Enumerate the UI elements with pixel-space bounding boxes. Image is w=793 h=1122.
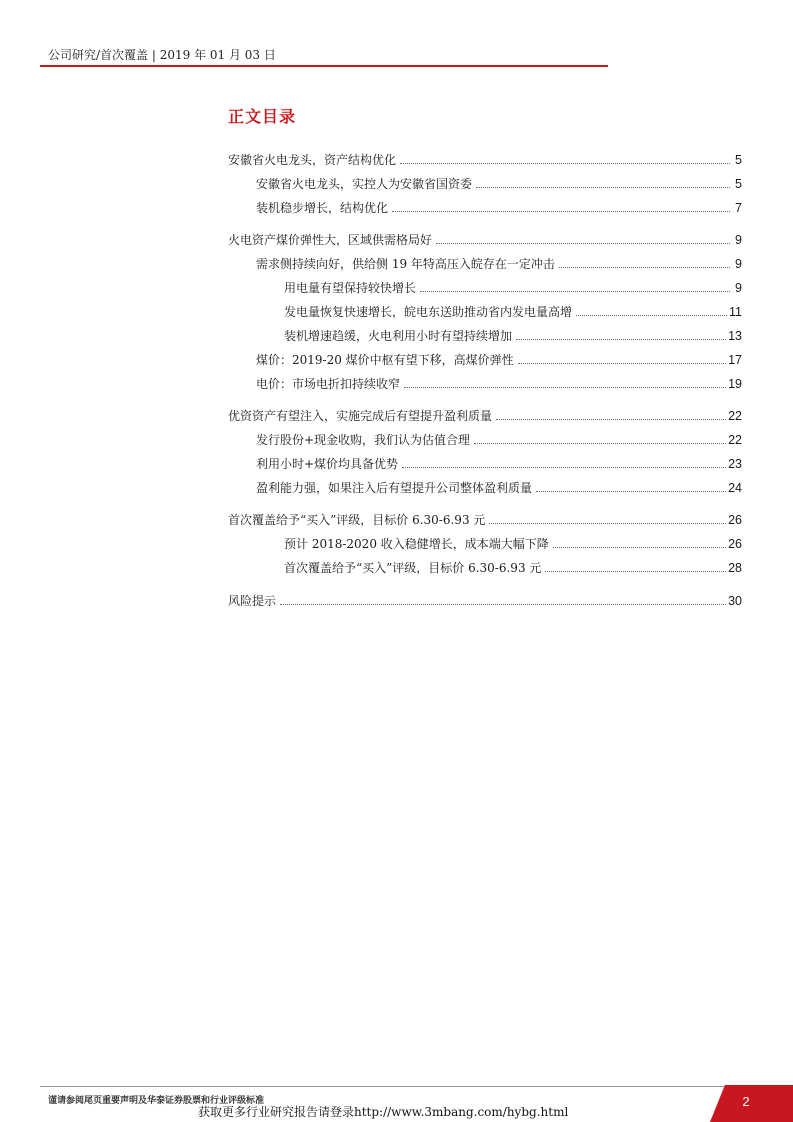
toc-entry-text: 用电量有望保持较快增长: [284, 281, 417, 295]
toc-entry-text: 煤价：2019-20 煤价中枢有望下移，高煤价弹性: [256, 353, 514, 367]
toc-leader-dots: [476, 186, 730, 188]
report-header: 公司研究/首次覆盖 | 2019 年 01 月 03 日: [48, 48, 276, 62]
toc-entry-text: 首次覆盖给予“买入”评级，目标价 6.30-6.93 元: [284, 561, 542, 575]
toc-entry[interactable]: [256, 252, 742, 272]
toc-entry[interactable]: [284, 276, 742, 296]
toc-entry-text: 电价：市场电折扣持续收窄: [256, 377, 401, 391]
toc-entry[interactable]: [284, 532, 742, 552]
toc-entry-text: 风险提示: [228, 594, 277, 608]
toc-leader-dots: [536, 490, 726, 492]
toc-entry-page: 24: [728, 481, 742, 495]
toc-entry[interactable]: [256, 348, 742, 368]
toc-entry[interactable]: [256, 452, 742, 472]
toc-entry-page: 26: [728, 513, 742, 527]
toc-entry[interactable]: [228, 508, 742, 528]
toc-leader-dots: [392, 210, 730, 212]
toc-entry[interactable]: [228, 589, 742, 609]
toc-entry-text: 盈利能力强，如果注入后有望提升公司整体盈利质量: [256, 481, 533, 495]
toc-entry-page: 9: [735, 281, 742, 295]
toc-leader-dots: [576, 314, 727, 316]
toc-entry[interactable]: [256, 372, 742, 392]
toc-entry-page: 9: [735, 257, 742, 271]
toc-entry[interactable]: [284, 300, 742, 320]
toc-entry[interactable]: [256, 476, 742, 496]
toc-entry[interactable]: [228, 148, 742, 168]
toc-entry-page: 22: [728, 433, 742, 447]
toc-leader-dots: [559, 266, 730, 268]
toc-leader-dots: [496, 418, 726, 420]
toc-entry-text: 发行股份+现金收购，我们认为估值合理: [256, 433, 471, 447]
toc-title: 正文目录: [228, 107, 297, 126]
toc-leader-dots: [402, 466, 726, 468]
toc-leader-dots: [489, 522, 726, 524]
toc-leader-dots: [404, 386, 726, 388]
toc-entry[interactable]: [284, 556, 742, 576]
toc-leader-dots: [553, 546, 726, 548]
toc-entry-text: 预计 2018-2020 收入稳健增长，成本端大幅下降: [284, 537, 549, 551]
toc-entry-page: 13: [728, 329, 742, 343]
footer-disclaimer: 谨请参阅尾页重要声明及华泰证券股票和行业评级标准: [48, 1096, 265, 1106]
toc-entry-page: 28: [728, 561, 742, 575]
toc-entry-text: 发电量恢复快速增长，皖电东送助推动省内发电量高增: [284, 305, 573, 319]
toc-entry-page: 17: [728, 353, 742, 367]
toc-entry-text: 利用小时+煤价均具备优势: [256, 457, 399, 471]
toc-leader-dots: [474, 442, 726, 444]
toc-entry[interactable]: [228, 404, 742, 424]
toc-entry-page: 11: [729, 305, 742, 319]
toc-entry[interactable]: [284, 324, 742, 344]
toc-entry[interactable]: [256, 196, 742, 216]
toc-entry-page: 5: [735, 153, 742, 167]
page-number: 2: [742, 1094, 750, 1109]
toc-entry-page: 9: [735, 233, 742, 247]
toc-entry-text: 优资资产有望注入，实施完成后有望提升盈利质量: [228, 409, 493, 423]
toc-leader-dots: [400, 162, 730, 164]
toc-entry[interactable]: [228, 228, 742, 248]
toc-entry-page: 19: [728, 377, 742, 391]
toc-leader-dots: [518, 362, 726, 364]
toc-entry[interactable]: [256, 172, 742, 192]
toc-entry-page: 7: [735, 201, 742, 215]
header-divider: [40, 65, 608, 67]
toc-entry-text: 需求侧持续向好，供给侧 19 年特高压入皖存在一定冲击: [256, 257, 555, 271]
toc-entry-text: 首次覆盖给予“买入”评级，目标价 6.30-6.93 元: [228, 513, 486, 527]
toc-leader-dots: [280, 603, 726, 605]
toc-entry-text: 安徽省火电龙头，资产结构优化: [228, 153, 397, 167]
toc-leader-dots: [545, 570, 726, 572]
toc-leader-dots: [516, 338, 726, 340]
toc-entry-page: 22: [728, 409, 742, 423]
toc-entry-text: 装机稳步增长，结构优化: [256, 201, 389, 215]
toc-entry-page: 23: [728, 457, 742, 471]
toc-entry-text: 火电资产煤价弹性大，区域供需格局好: [228, 233, 433, 247]
toc-entry-page: 26: [728, 537, 742, 551]
toc-entry-page: 5: [735, 177, 742, 191]
toc-entry-text: 装机增速趋缓，火电利用小时有望持续增加: [284, 329, 513, 343]
toc-entry-text: 安徽省火电龙头，实控人为安徽省国资委: [256, 177, 473, 191]
footer-link[interactable]: 获取更多行业研究报告请登录http://www.3mbang.com/hybg.html: [198, 1105, 569, 1119]
toc-leader-dots: [436, 242, 730, 244]
toc-entry-page: 30: [728, 594, 742, 608]
footer-divider: [40, 1086, 740, 1087]
toc-leader-dots: [420, 290, 730, 292]
toc-entry[interactable]: [256, 428, 742, 448]
